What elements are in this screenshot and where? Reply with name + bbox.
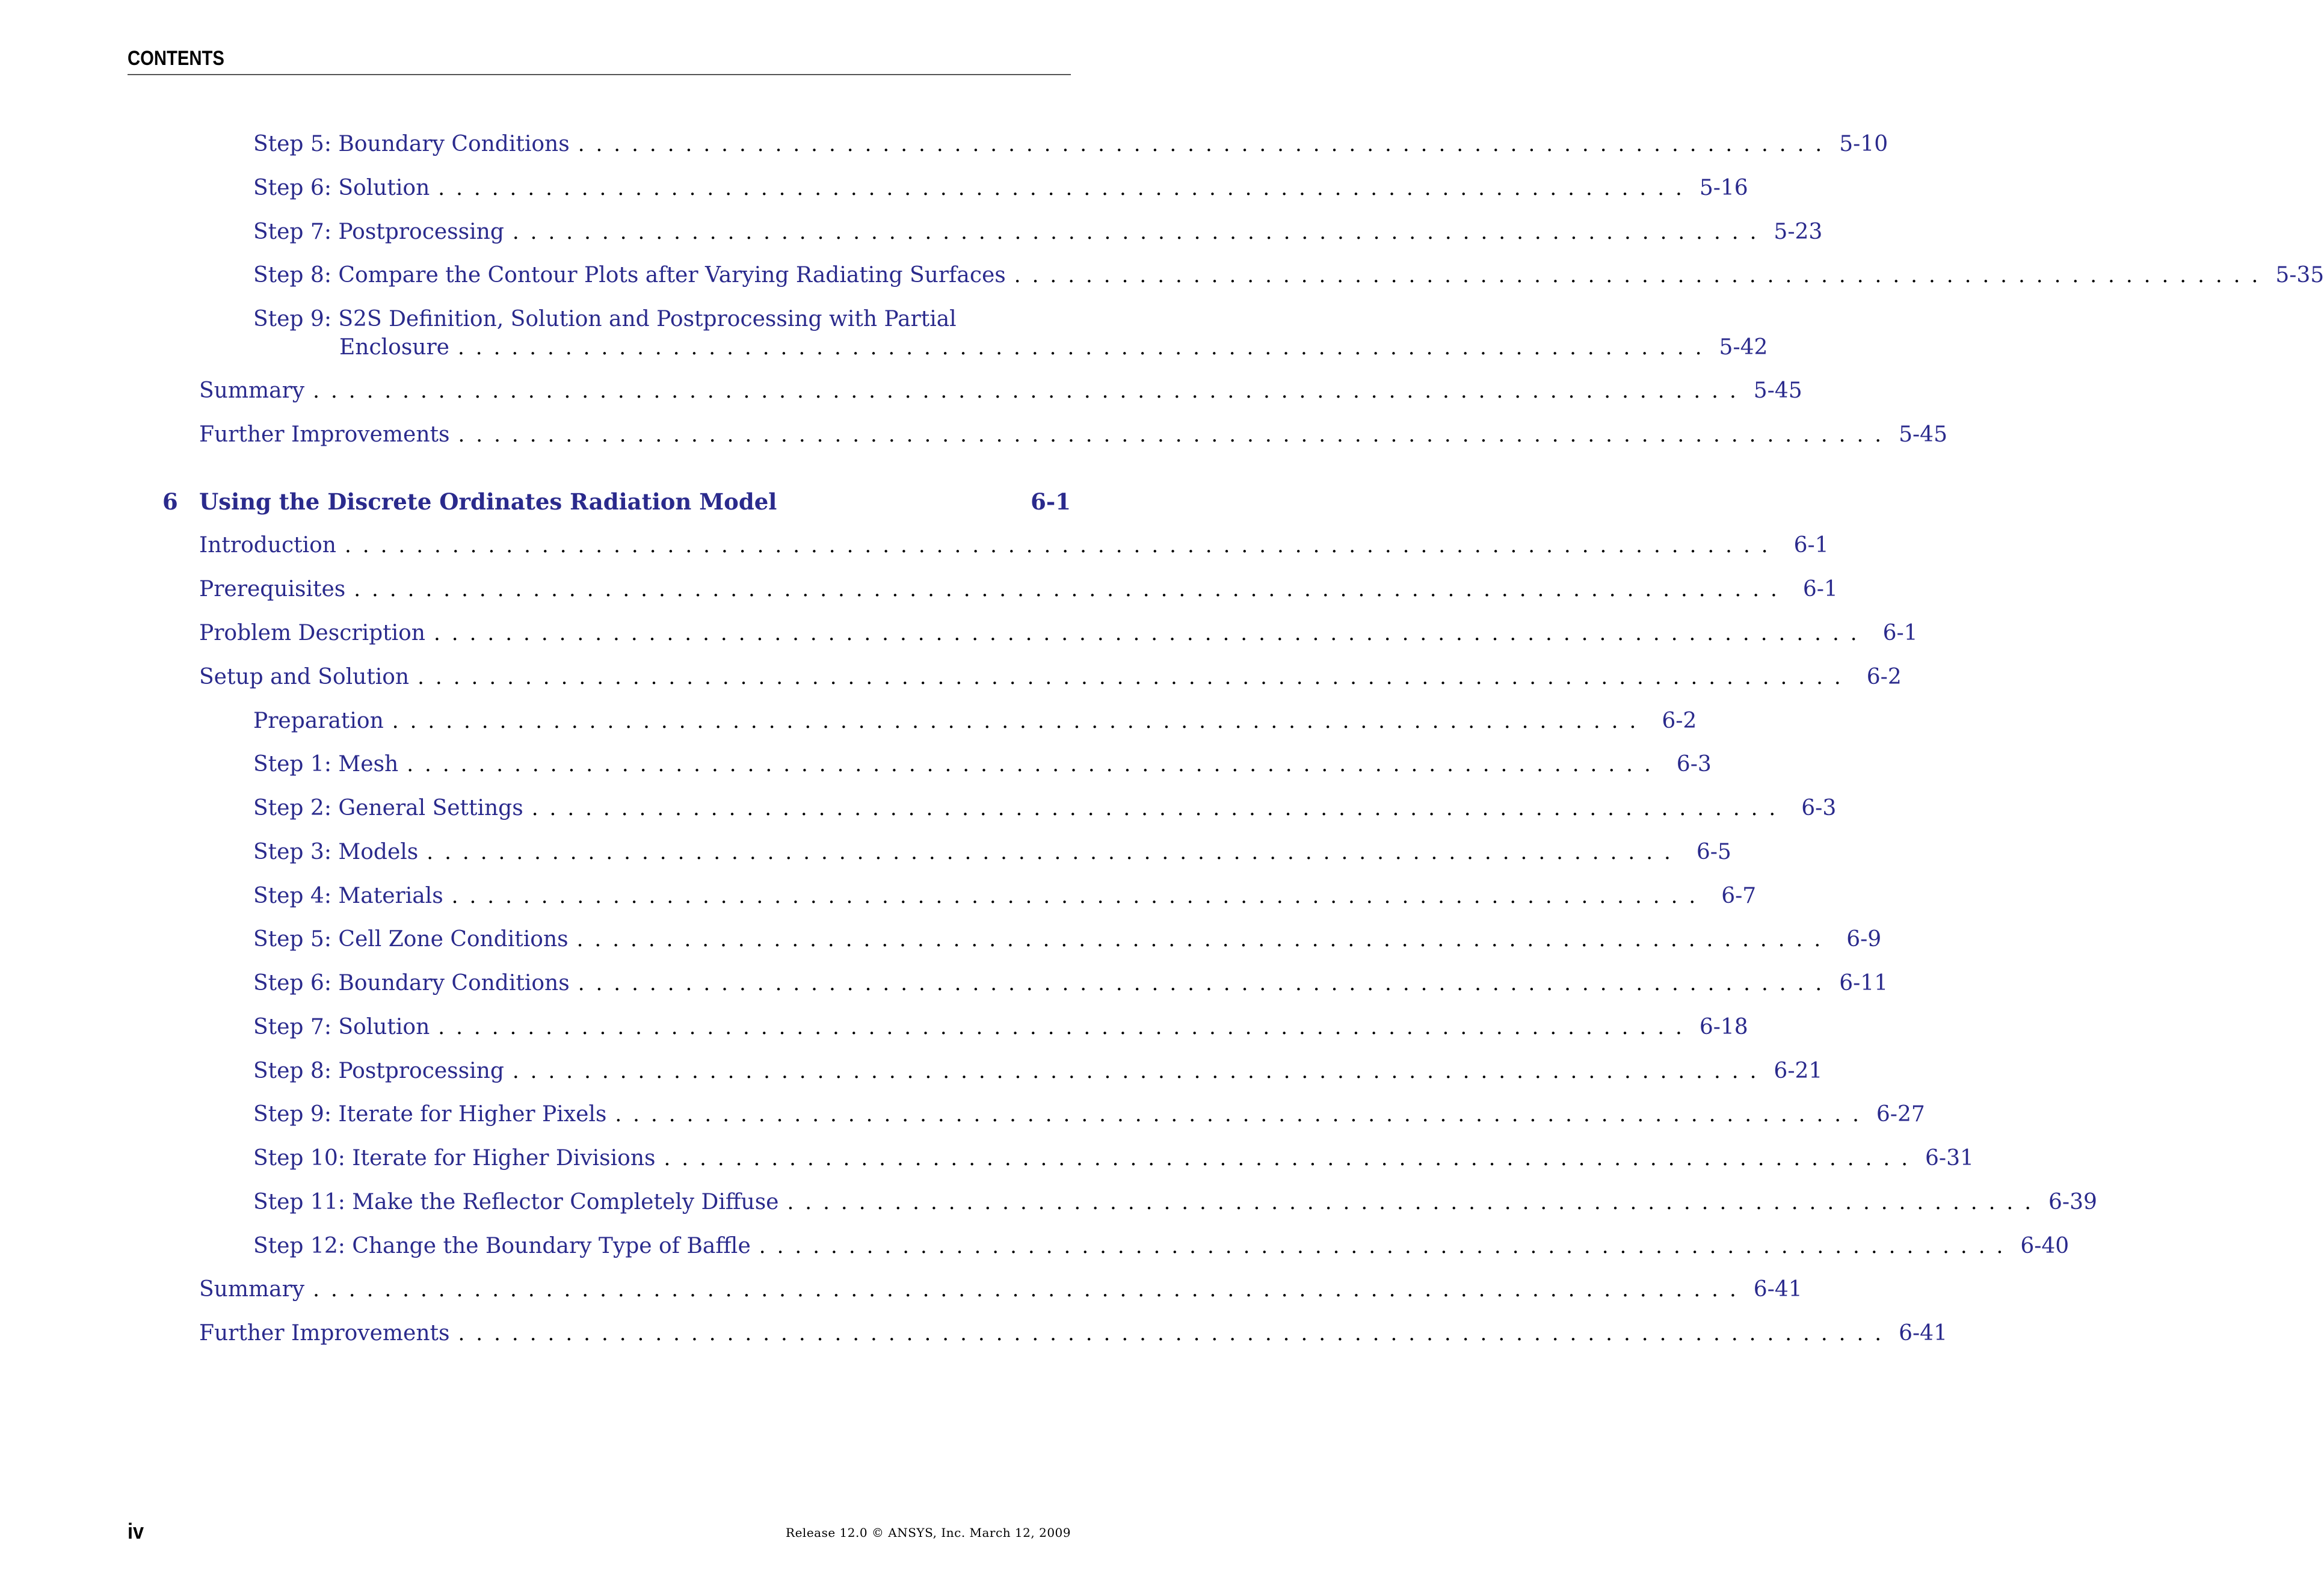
toc-entry-page: 6-2 [1866, 665, 1902, 689]
toc-entry-step-2-general-settings[interactable] [253, 795, 1837, 822]
toc-entry-step-11-reflector-diffuse[interactable] [253, 1189, 2097, 1216]
dot-leader: ................................................................................ [313, 1278, 1748, 1302]
dot-leader: ...................................................................... [578, 971, 1834, 995]
toc-entry-page: 6-39 [2048, 1190, 2097, 1214]
toc-entry-further-improvements-5[interactable] [199, 422, 1947, 448]
toc-entry-page: 5-10 [1839, 132, 1888, 156]
dot-leader: ................................................................................ [458, 1322, 1893, 1346]
toc-entry-page: 6-1 [1882, 621, 1918, 645]
toc-entry-label: Setup and Solution [199, 665, 410, 689]
footer-page-number: iv [128, 1519, 144, 1543]
toc-entry-page: 6-7 [1721, 884, 1757, 908]
dot-leader: ...................................................................... [458, 336, 1713, 360]
toc-entry-page: 6-27 [1876, 1102, 1925, 1127]
toc-entry-label: Summary [199, 378, 305, 403]
toc-entry-label-line2: Enclosure [339, 335, 449, 360]
toc-entry-page: 5-42 [1719, 335, 1768, 360]
toc-entry-page: 6-2 [1662, 709, 1697, 733]
toc-entry-label: Step 6: Solution [253, 176, 430, 200]
toc-entry-step-3-models[interactable] [253, 839, 1731, 866]
toc-entry-further-improvements-6[interactable] [199, 1320, 1947, 1347]
dot-leader: ...................................................................... [512, 1059, 1768, 1083]
toc-entry-step-10-iterate-higher-divisions[interactable] [253, 1145, 1974, 1172]
toc-entry-label: Introduction [199, 533, 336, 558]
dot-leader: ...................................................................... [1014, 263, 2270, 288]
toc-entry-page: 6-11 [1839, 971, 1888, 995]
dot-leader: ...................................................................... [531, 796, 1787, 820]
toc-entry-page: 6-3 [1801, 796, 1837, 820]
dot-leader: ...................................................................... [407, 752, 1662, 777]
dot-leader: ...................................................................... [392, 709, 1648, 733]
toc-entry-introduction[interactable] [199, 532, 1829, 559]
toc-entry-line2 [339, 334, 1768, 361]
toc-entry-page: 5-35 [2275, 263, 2324, 288]
toc-entry-step-1-mesh[interactable] [253, 751, 1712, 778]
dot-leader: ................................................................................ [345, 534, 1780, 558]
toc-entry-page: 6-1 [1802, 577, 1838, 602]
toc-entry-page: 6-40 [2020, 1234, 2070, 1258]
toc-entry-label: Step 9: Iterate for Higher Pixels [253, 1102, 607, 1127]
toc-entry-page: 5-45 [1899, 422, 1947, 447]
dot-leader: ...................................................................... [664, 1146, 1920, 1171]
toc-entry-label: Step 1: Mesh [253, 752, 399, 777]
toc-entry-setup-and-solution[interactable] [199, 664, 1902, 691]
dot-leader: ...................................................................... [578, 132, 1834, 156]
toc-entry-label: Summary [199, 1277, 305, 1302]
toc-entry-label: Step 5: Cell Zone Conditions [253, 927, 569, 952]
toc-entry-page: 5-23 [1774, 220, 1823, 244]
toc-entry-page: 6-3 [1676, 752, 1712, 777]
dot-leader: ...................................................................... [427, 840, 1682, 864]
toc-entry-step-6-solution[interactable] [253, 175, 1748, 202]
toc-entry-summary-6[interactable] [199, 1276, 1802, 1303]
toc-entry-step-5-cell-zone-conditions[interactable] [253, 926, 1882, 953]
dot-leader: ...................................................................... [438, 1015, 1694, 1039]
dot-leader: ................................................................................ [354, 577, 1789, 602]
dot-leader: ...................................................................... [615, 1103, 1870, 1127]
dot-leader: ...................................................................... [759, 1234, 2015, 1258]
dot-leader: ...................................................................... [451, 884, 1707, 908]
toc-entry-prerequisites[interactable] [199, 576, 1838, 603]
toc-entry-problem-description[interactable] [199, 620, 1918, 647]
chapter-page: 6-1 [1031, 488, 1071, 515]
toc-entry-step-9-iterate-higher-pixels[interactable] [253, 1101, 1925, 1128]
toc-chapter-6[interactable] [162, 488, 1071, 515]
toc-entry-page: 6-5 [1696, 840, 1731, 864]
toc-entry-page: 6-31 [1925, 1146, 1974, 1171]
toc-entry-page: 6-41 [1753, 1277, 1802, 1302]
toc-entry-step-5-boundary-conditions[interactable] [253, 131, 1888, 158]
dot-leader: ................................................................................ [418, 665, 1852, 689]
toc-entry-label: Step 3: Models [253, 840, 419, 864]
toc-entry-summary-5[interactable] [199, 378, 1802, 404]
toc-entry-label: Prerequisites [199, 577, 346, 602]
chapter-number: 6 [162, 488, 178, 515]
toc-entry-step-8-compare-contour-plots[interactable] [253, 262, 2324, 289]
toc-entry-label: Step 7: Solution [253, 1015, 430, 1039]
toc-entry-page: 6-18 [1699, 1015, 1748, 1039]
toc-entry-page: 5-45 [1753, 378, 1802, 403]
dot-leader: ................................................................................ [313, 379, 1748, 403]
toc-entry-label: Problem Description [199, 621, 425, 645]
toc-entry-page: 6-41 [1899, 1321, 1947, 1346]
toc-entry-label: Step 8: Compare the Contour Plots after Varying Radiating Surfaces [253, 263, 1006, 288]
toc-entry-label: Step 8: Postprocessing [253, 1059, 504, 1083]
toc-entry-label: Further Improvements [199, 422, 450, 447]
chapter-title: Using the Discrete Ordinates Radiation Model [199, 488, 777, 515]
dot-leader: ...................................................................... [787, 1190, 2043, 1214]
toc-entry-step-7-postprocessing[interactable] [253, 219, 1823, 245]
toc-entry-page: 5-16 [1699, 176, 1748, 200]
toc-entry-step-7-solution[interactable] [253, 1014, 1748, 1041]
toc-entry-label: Step 12: Change the Boundary Type of Baffle [253, 1234, 751, 1258]
dot-leader: ................................................................................ [458, 423, 1893, 447]
dot-leader: ...................................................................... [438, 176, 1694, 200]
dot-leader: ................................................................................ [433, 621, 1869, 645]
toc-entry-step-8-postprocessing[interactable] [253, 1058, 1823, 1085]
toc-entry-label: Further Improvements [199, 1321, 450, 1346]
footer-release-note: Release 12.0 © ANSYS, Inc. March 12, 2009 [786, 1525, 1071, 1540]
toc-entry-step-12-boundary-type-baffle[interactable] [253, 1233, 2070, 1260]
running-header-title: CONTENTS [128, 47, 224, 70]
dot-leader: ...................................................................... [576, 928, 1832, 952]
toc-entry-label: Step 4: Materials [253, 884, 443, 908]
toc-entry-label-line1: Step 9: S2S Definition, Solution and Postprocessing with Partial [253, 307, 957, 331]
toc-entry-label: Step 5: Boundary Conditions [253, 132, 570, 156]
toc-entry-page: 6-9 [1846, 927, 1882, 952]
toc-entry-preparation[interactable] [253, 708, 1697, 734]
toc-entry-label: Preparation [253, 709, 384, 733]
toc-entry-page: 6-21 [1774, 1059, 1823, 1083]
toc-entry-label: Step 6: Boundary Conditions [253, 971, 570, 995]
dot-leader: ...................................................................... [512, 220, 1768, 244]
toc-entry-line1 [253, 306, 1071, 333]
toc-entry-step-4-materials[interactable] [253, 883, 1757, 909]
toc-entry-page: 6-1 [1793, 533, 1829, 558]
toc-entry-step-6-boundary-conditions[interactable] [253, 970, 1888, 997]
toc-entry-label: Step 7: Postprocessing [253, 220, 504, 244]
toc-entry-label: Step 11: Make the Reflector Completely Diffuse [253, 1190, 779, 1214]
toc-entry-label: Step 10: Iterate for Higher Divisions [253, 1146, 656, 1171]
toc-entry-label: Step 2: General Settings [253, 796, 523, 820]
